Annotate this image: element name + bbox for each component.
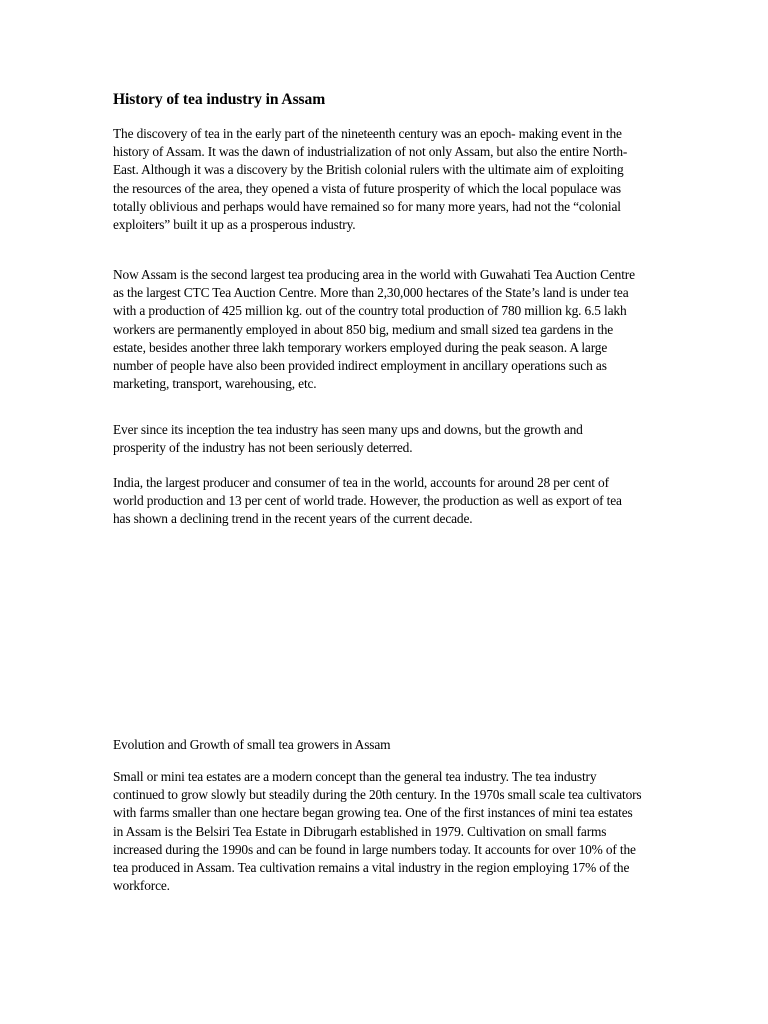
paragraph-small-tea-estates: Small or mini tea estates are a modern concept than the general tea industry. The tea industry continued to grow slowly but steadily during the 20th century. In the 1970s small scale tea cultivators with farms smaller than one hectare began growing tea. One of the first instances of mini tea estates in Assam is the Belsiri Tea Estate in Dibrugarh established in 1979. Cultivation on small farms increased during the 1990s and can be found in large numbers today. It accounts for over 10% of the tea produced in Assam. Tea cultivation remains a vital industry in the region employing 17% of the workforce. — [113, 769, 642, 894]
section-heading-small-tea-growers: Evolution and Growth of small tea growers in Assam — [113, 737, 391, 752]
paragraph-india-tea-share: India, the largest producer and consumer of tea in the world, accounts for around 28 per cent of world production and 13 per cent of world trade. However, the production as well as export of tea has shown a declining trend in the recent years of the current decade. — [113, 475, 622, 527]
paragraph-discovery-of-tea: The discovery of tea in the early part of the nineteenth century was an epoch- making event in the history of Assam. It was the dawn of industrialization of not only Assam, but also the entire North-East. Although it was a discovery by the British colonial rulers with the ultimate aim of exploiting the resources of the area, they opened a vista of future prosperity of which the local populace was totally oblivious and perhaps would have remained so for many more years, had not the “colonial exploiters” built it up as a prosperous industry. — [113, 126, 628, 233]
document-title: History of tea industry in Assam — [113, 91, 326, 108]
paragraph-assam-tea-production: Now Assam is the second largest tea producing area in the world with Guwahati Tea Auction Centre as the largest CTC Tea Auction Centre. More than 2,30,000 hectares of the State’s land is under tea with a production of 425 million kg. out of the country total production of 780 million kg. 6.5 lakh workers are permanently employed in about 850 big, medium and small sized tea gardens in the estate, besides another three lakh temporary workers employed during the peak season. A large number of people have also been provided indirect employment in ancillary operations such as marketing, transport, warehousing, etc. — [113, 267, 635, 392]
paragraph-ups-and-downs: Ever since its inception the tea industry has seen many ups and downs, but the growth and prosperity of the industry has not been seriously deterred. — [113, 422, 583, 456]
